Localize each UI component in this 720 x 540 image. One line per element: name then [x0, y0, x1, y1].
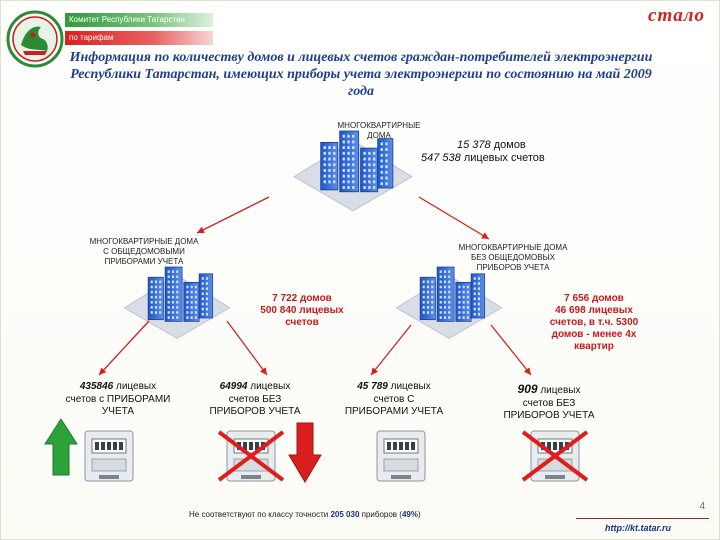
red-down-arrow-icon	[289, 423, 321, 482]
left-stat-line1: 7 722 домов	[272, 293, 332, 304]
leaf-accounts-without-meters-right	[481, 383, 617, 423]
left-branch-label-line2: С ОБЩЕДОМОВЫМИ	[103, 247, 185, 256]
org-band: Комитет Республики Татарстан	[65, 13, 213, 27]
root-houses-value: 15 378	[457, 139, 491, 151]
right-stat-line2: 46 698 лицевых	[555, 305, 633, 316]
root-label-line1: МНОГОКВАРТИРНЫЕ	[337, 121, 421, 130]
building-icon-left	[124, 267, 229, 338]
right-stat-line1: 7 656 домов	[564, 293, 624, 304]
site-url[interactable]: http://kt.tatar.ru	[605, 523, 672, 533]
right-branch-label-line1: МНОГОКВАРТИРНЫЕ ДОМА	[458, 243, 568, 252]
left-stat-line2: 500 840 лицевых	[260, 305, 344, 316]
leaf-3-line2: счетов С	[373, 393, 415, 405]
building-icon-right	[396, 267, 501, 338]
right-branch-label	[433, 243, 593, 273]
leaf-accounts-with-meters	[45, 381, 191, 419]
root-label-line2: ДОМА	[367, 131, 391, 140]
slide-title: Информация по количеству домов и лицевых счетов граждан-потребителей электроэнергии Республики Татарстан, имеющих приборы учета электроэнергии по состоянию на май 2009 года	[69, 50, 653, 99]
root-houses-unit: домов	[493, 139, 526, 151]
corner-tag: стало	[648, 5, 705, 26]
diagram-graphics	[1, 1, 720, 540]
leaf-accounts-without-meters-left	[189, 381, 321, 419]
meter-icon-with	[85, 431, 133, 481]
leaf-3-line3: ПРИБОРАМИ УЧЕТА	[344, 406, 444, 417]
footnote-text-before: Не соответствуют по классу точности	[189, 510, 331, 519]
arrow-root-left	[197, 197, 269, 233]
leaf-2-line2: счетов БЕЗ	[228, 393, 282, 405]
page-number: 4	[699, 501, 705, 512]
arrow-right-leaf3	[371, 325, 411, 375]
footnote-text-after: )	[417, 510, 421, 519]
green-up-arrow-icon	[45, 419, 77, 475]
leaf-3-rest: лицевых	[387, 381, 431, 392]
leaf-2-rest: лицевых	[247, 381, 291, 392]
arrow-root-right	[419, 197, 489, 239]
arrow-left-leaf1	[99, 321, 149, 375]
leaf-4-rest: лицевых	[537, 385, 581, 396]
leaf-accounts-with-meters-right	[327, 381, 461, 419]
org-subband: по тарифам	[65, 31, 213, 45]
right-branch-label-line3: ПРИБОРОВ УЧЕТА	[476, 263, 550, 272]
right-stat-line3: счетов, в т.ч. 5300	[549, 317, 639, 328]
leaf-4-line2: счетов БЕЗ	[522, 397, 576, 409]
right-stat-line4: домов - менее 4х	[551, 329, 637, 340]
meter-icon-with-right	[377, 431, 425, 481]
footnote-text-mid: приборов (	[359, 510, 402, 519]
leaf-2-line3: ПРИБОРОВ УЧЕТА	[209, 406, 301, 417]
left-branch-label	[59, 237, 229, 267]
arrow-right-leaf4	[491, 325, 531, 375]
leaf-1-rest: лицевых	[113, 381, 157, 392]
footer-rule	[576, 518, 709, 519]
left-branch-stats	[237, 293, 367, 329]
footnote-percent: 49%	[401, 510, 418, 519]
footnote	[189, 510, 421, 519]
leaf-1-line3: УЧЕТА	[101, 406, 135, 417]
right-stat-line5: квартир	[574, 341, 614, 352]
root-stats	[421, 139, 611, 165]
leaf-1-line2: счетов с ПРИБОРАМИ	[65, 393, 171, 405]
building-icon-root	[294, 131, 412, 211]
root-accounts-value: 547 538	[421, 152, 461, 164]
leaf-4-num: 909	[517, 382, 538, 396]
left-stat-line3: счетов	[285, 317, 319, 328]
left-branch-label-line3: ПРИБОРАМИ УЧЕТА	[104, 257, 184, 266]
right-branch-label-line2: БЕЗ ОБЩЕДОМОВЫХ	[470, 253, 556, 262]
arrow-left-leaf2	[227, 321, 267, 375]
leaf-4-line3: ПРИБОРОВ УЧЕТА	[503, 410, 595, 421]
leaf-1-num: 435846	[79, 381, 114, 392]
left-branch-label-line1: МНОГОКВАРТИРНЫЕ ДОМА	[89, 237, 199, 246]
leaf-2-num: 64994	[219, 381, 248, 392]
footnote-value: 205 030	[330, 510, 360, 519]
leaf-3-num: 45 789	[357, 381, 388, 392]
right-branch-stats	[529, 293, 659, 353]
root-label	[319, 121, 439, 141]
root-accounts-unit: лицевых счетов	[463, 152, 545, 164]
